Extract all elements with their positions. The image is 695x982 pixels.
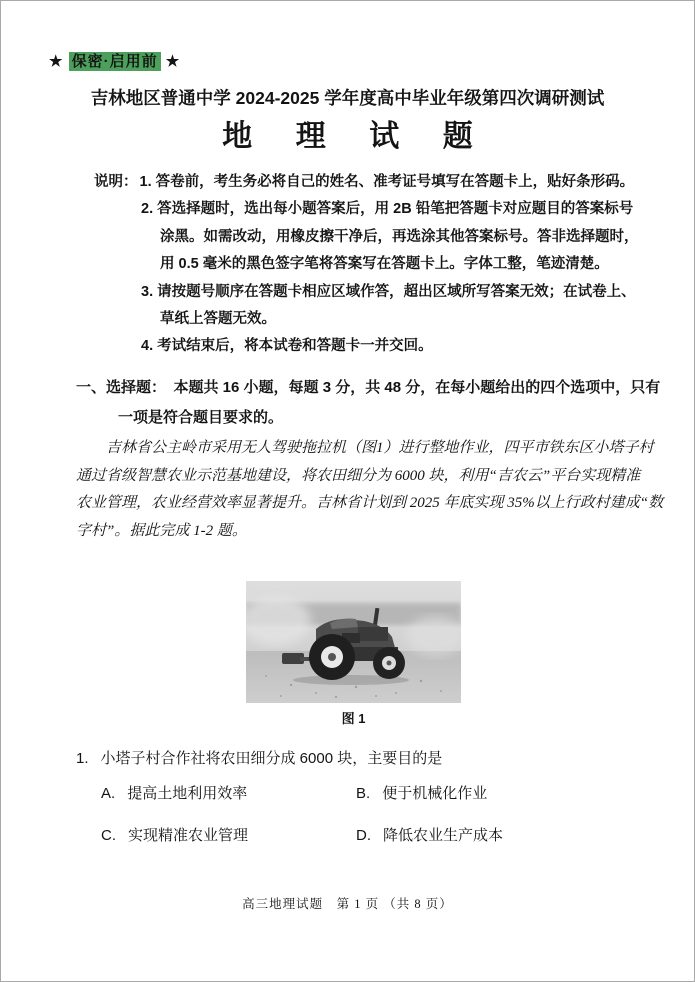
option-text: 便于机械化作业 — [382, 785, 488, 802]
section-heading-line: 一、选择题： 本题共 16 小题，每题 3 分，共 48 分，在每小题给出的四个选项中，只有 — [76, 379, 661, 396]
option-c — [101, 824, 356, 845]
option-label: A. — [101, 785, 116, 802]
security-label: 保密·启用前 — [69, 52, 161, 71]
instruction-item: 涂黑。如需改动，用橡皮擦干净后，再选涂其他答案标号。答非选择题时， — [160, 228, 639, 245]
option-b — [356, 782, 611, 803]
section-heading — [76, 373, 661, 433]
security-notice — [49, 50, 180, 71]
subject-title: 地 理 试 题 — [222, 120, 491, 153]
passage — [76, 435, 664, 545]
instruction-item: 2. 答选择题时，选出每小题答案后，用 2B 铅笔把答题卡对应题目的答案标号 — [141, 201, 634, 218]
question-1-options — [101, 782, 641, 865]
passage-line: 通过省级智慧农业示范基地建设，将农田细分为 6000 块，利用“吉农云”平台实现精准 — [76, 467, 641, 484]
option-a — [101, 782, 356, 803]
option-text: 实现精准农业管理 — [128, 826, 249, 844]
option-text: 提高土地利用效率 — [127, 785, 248, 802]
star-icon: ★ — [49, 53, 64, 70]
exam-title: 吉林地区普通中学 2024-2025 学年度高中毕业年级第四次调研测试 — [90, 88, 605, 108]
instruction-item: 3. 请按题号顺序在答题卡相应区域作答，超出区域所写答案无效；在试卷上、 — [141, 283, 636, 300]
question-1 — [76, 747, 656, 768]
instruction-text: 1. 答卷前，考生务必将自己的姓名、准考证号填写在答题卡上，贴好条形码。 — [139, 174, 635, 190]
option-label: C. — [101, 826, 116, 844]
passage-line: 吉林省公主岭市采用无人驾驶拖拉机（图1）进行整地作业，四平市铁东区小塔子村 — [106, 440, 654, 456]
option-label: B. — [356, 785, 371, 802]
section-heading-line: 一项是符合题目要求的。 — [118, 409, 284, 426]
figure1 — [246, 581, 461, 727]
tractor-photo — [246, 581, 461, 703]
option-d — [356, 824, 611, 845]
passage-line: 字村”。据此完成 1-2 题。 — [76, 522, 247, 539]
option-text: 降低农业生产成本 — [383, 826, 504, 844]
star-icon: ★ — [165, 53, 181, 70]
instructions-label: 说明： — [94, 174, 138, 190]
question-stem: 小塔子村合作社将农田细分成 6000 块，主要目的是 — [100, 750, 443, 767]
instruction-item: 用 0.5 毫米的黑色签字笔将答案写在答题卡上。字体工整，笔迹清楚。 — [160, 256, 609, 273]
instructions-block — [94, 169, 654, 361]
figure1-caption: 图 1 — [341, 711, 366, 726]
instruction-item: 4. 考试结束后，将本试卷和答题卡一并交回。 — [141, 338, 433, 355]
passage-line: 农业管理，农业经营效率显著提升。吉林省计划到 2025 年底实现 35%以上行政村建成“数 — [76, 495, 664, 512]
instruction-item — [94, 169, 654, 196]
instruction-item: 草纸上答题无效。 — [160, 311, 276, 328]
option-label: D. — [356, 826, 371, 844]
question-number: 1. — [76, 750, 89, 767]
page-footer: 高三地理试题 第 1 页 （共 8 页） — [242, 897, 453, 911]
